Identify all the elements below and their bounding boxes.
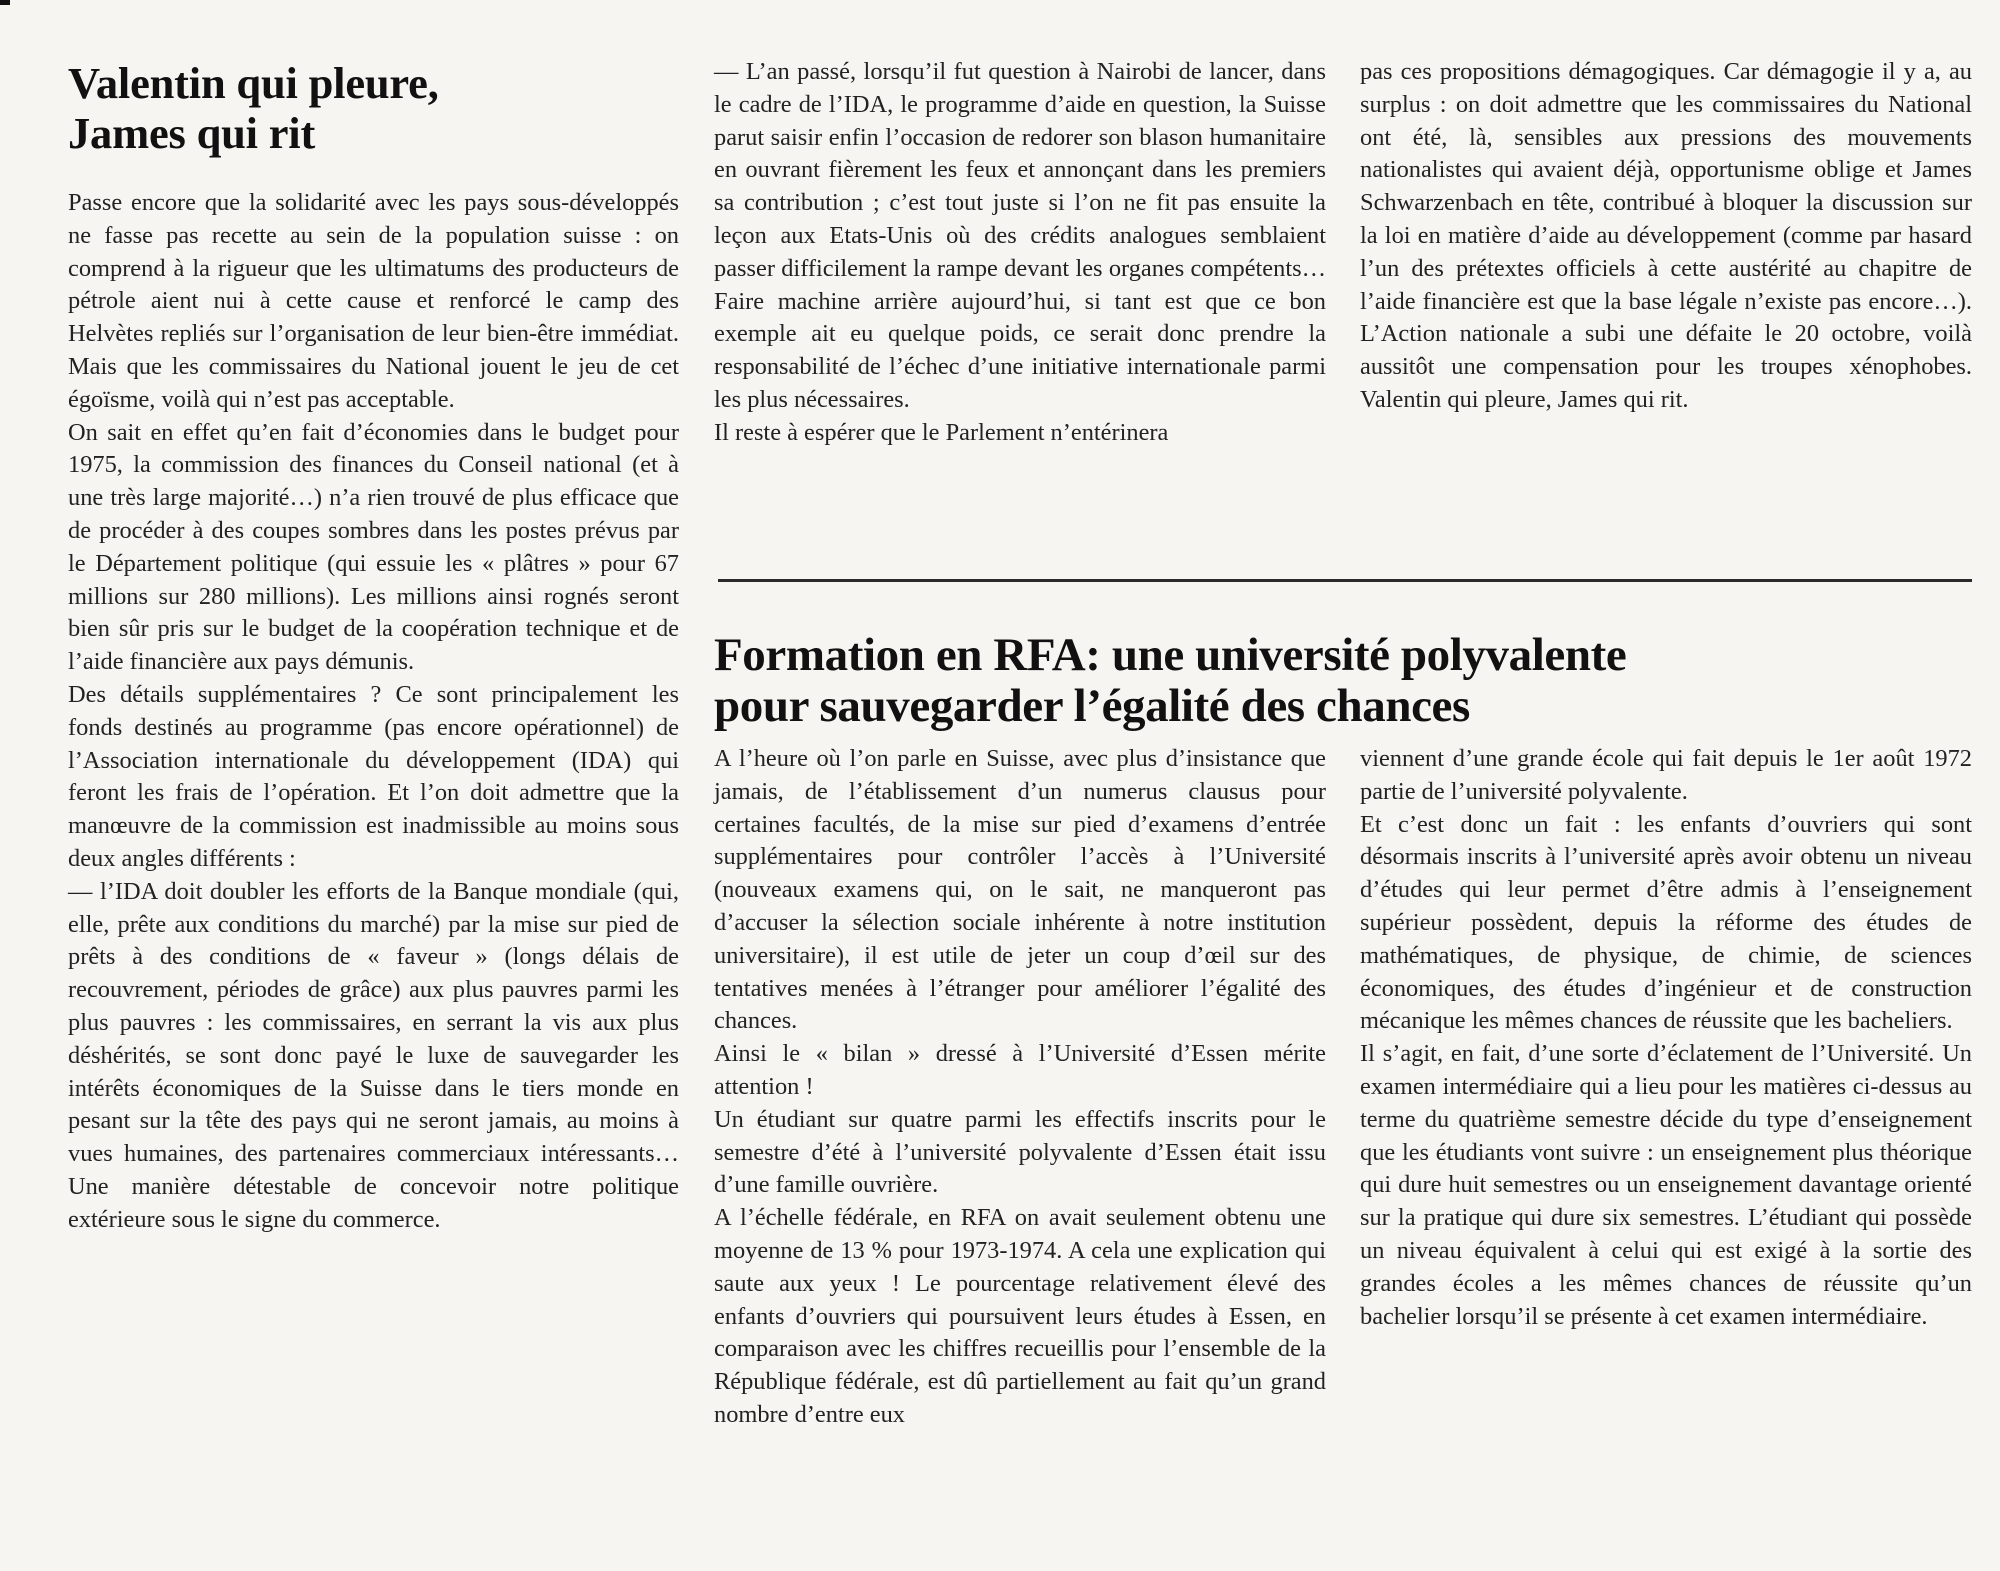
article1-col1-paragraph: On sait en effet qu’en fait d’économies dans le budget pour 1975, la commission des finances du Conseil national (et à une très large majorité…) n’a rien trouvé de plus efficace que de procéder à des coupes sombres dans les postes prévus par le Département politique (qui essuie les « plâtres » pour 67 millions sur 280 millions). Les millions ainsi rognés seront bien sûr pris sur le budget de la coopération technique et de l’aide financière aux pays démunis. (68, 418, 679, 676)
article2-title-line2: pour sauvegarder l’égalité des chances (714, 680, 1470, 732)
article1-title-line1: Valentin qui pleure, (68, 58, 439, 108)
article2-col2-paragraph: Il s’agit, en fait, d’une sorte d’éclatement de l’Université. Un examen intermédiaire qui a lieu pour les matières ci-dessus au terme du quatrième semestre décide du type d’enseignement que les étudiants vont suivre : un enseignement plus théorique qui dure huit semestres ou un enseignement davantage orienté sur la pratique qui dure six semestres. L’étudiant qui possède un niveau équivalent à celui qui est exigé à la sortie des grandes écoles a les mêmes chances de réussite qu’un bachelier lorsqu’il se présente à cet examen intermédiaire. (1360, 1040, 1972, 1330)
section-divider-rule (718, 579, 1972, 582)
article1-col1-paragraph: Des détails supplémentaires ? Ce sont principalement les fonds destinés au programme (pas encore opérationnel) de l’Association internationale du développement (IDA) qui feront les frais de l’opération. Et l’on doit admettre que la manœuvre de la commission est inadmissible au moins sous deux angles différents : (68, 680, 679, 872)
article2-title-line1: Formation en RFA: une université polyvalente (714, 629, 1627, 681)
article1-title (68, 58, 688, 158)
article1-column-2 (714, 56, 1326, 450)
article2-title (714, 630, 1972, 732)
article2-col2-paragraph: Et c’est donc un fait : les enfants d’ouvriers qui sont désormais inscrits à l’université après avoir obtenu un niveau d’études qui leur permet d’être admis à l’enseignement supérieur possèdent, depuis la réforme des études de mathématiques, de physique, de chimie, de sciences économiques, des études d’ingénieur et de construction mécanique les mêmes chances de réussite que les bacheliers. (1360, 810, 1972, 1035)
article2-col1-paragraph: Ainsi le « bilan » dressé à l’Université d’Essen mérite attention ! (714, 1040, 1326, 1100)
article1-col1-paragraph: — l’IDA doit doubler les efforts de la Banque mondiale (qui, elle, prête aux conditions du marché) par la mise sur pied de prêts à des conditions de « faveur » (longs délais de recouvrement, périodes de grâce) aux plus pauvres parmi les plus pauvres : les commissaires, en serrant la vis aux plus déshérités, se sont donc payé le luxe de sauvegarder les intérêts économiques de la Suisse dans le tiers monde en pesant sur la tête des pays qui ne seront jamais, au moins à vues humaines, des partenaires commerciaux intéressants… Une manière détestable de concevoir notre politique extérieure sous le signe du commerce. (68, 877, 679, 1233)
article2-col2-paragraph: viennent d’une grande école qui fait depuis le 1er août 1972 partie de l’université polyvalente. (1360, 745, 1972, 805)
article2-col1-paragraph: A l’heure où l’on parle en Suisse, avec plus d’insistance que jamais, de l’établissement d’un numerus clausus pour certaines facultés, de la mise sur pied d’examens d’entrée supplémentaires pour contrôler l’accès à l’Université (nouveaux examens qui, on le sait, ne manqueront pas d’accuser la sélection sociale inhérente à notre institution universitaire), il est utile de jeter un coup d’œil sur des tentatives menées à l’étranger pour améliorer l’égalité des chances. (714, 745, 1326, 1035)
article1-col1-paragraph: Passe encore que la solidarité avec les pays sous-développés ne fasse pas recette au sein de la population suisse : on comprend à la rigueur que les ultimatums des producteurs de pétrole aient nui à cette cause et renforcé le camp des Helvètes repliés sur l’organisation de leur bien-être immédiat. Mais que les commissaires du National jouent le jeu de cet égoïsme, voilà qui n’est pas acceptable. (68, 189, 679, 413)
article1-column-3 (1360, 56, 1972, 417)
article2-col1-paragraph: Un étudiant sur quatre parmi les effectifs inscrits pour le semestre d’été à l’université polyvalente d’Essen était issu d’une famille ouvrière. (714, 1105, 1326, 1199)
article1-col2-paragraph: Il reste à espérer que le Parlement n’entérinera (714, 418, 1169, 446)
article1-col2-paragraph: — L’an passé, lorsqu’il fut question à Nairobi de lancer, dans le cadre de l’IDA, le programme d’aide en question, la Suisse parut saisir enfin l’occasion de redorer son blason humanitaire en ouvrant fièrement les feux et annonçant dans les premiers sa contribution ; c’est tout juste si l’on ne fit pas ensuite la leçon aux Etats-Unis où des crédits analogues semblaient passer difficilement la rampe devant les organes compétents… Faire machine arrière aujourd’hui, si tant est que ce bon exemple ait eu quelque poids, ce serait donc prendre la responsabilité de l’échec d’une initiative internationale parmi les plus nécessaires. (714, 58, 1326, 413)
article2-column-1 (714, 743, 1326, 1432)
article2-col1-paragraph: A l’échelle fédérale, en RFA on avait seulement obtenu une moyenne de 13 % pour 1973-1974. A cela une explication qui saute aux yeux ! Le pourcentage relativement élevé des enfants d’ouvriers qui poursuivent leurs études à Essen, en comparaison avec les chiffres recueillis pour l’ensemble de la République fédérale, est dû partiellement au fait qu’un grand nombre d’entre eux (714, 1204, 1326, 1428)
scan-corner-mark (0, 0, 10, 5)
article1-column-1 (68, 187, 679, 1237)
article1-title-line2: James qui rit (68, 108, 316, 158)
article2-column-2 (1360, 743, 1972, 1333)
article1-col3-paragraph: pas ces propositions démagogiques. Car démagogie il y a, au surplus : on doit admettre que les commissaires du National ont été, là, sensibles aux pressions des mouvements nationalistes qui avaient déjà, opportunisme oblige et James Schwarzenbach en tête, contribué à bloquer la discussion sur la loi en matière d’aide au développement (comme par hasard l’un des prétextes officiels à cette austérité au chapitre de l’aide financière est que la base légale n’existe pas encore…). L’Action nationale a subi une défaite le 20 octobre, voilà aussitôt une compensation pour les troupes xénophobes. Valentin qui pleure, James qui rit. (1360, 58, 1972, 413)
